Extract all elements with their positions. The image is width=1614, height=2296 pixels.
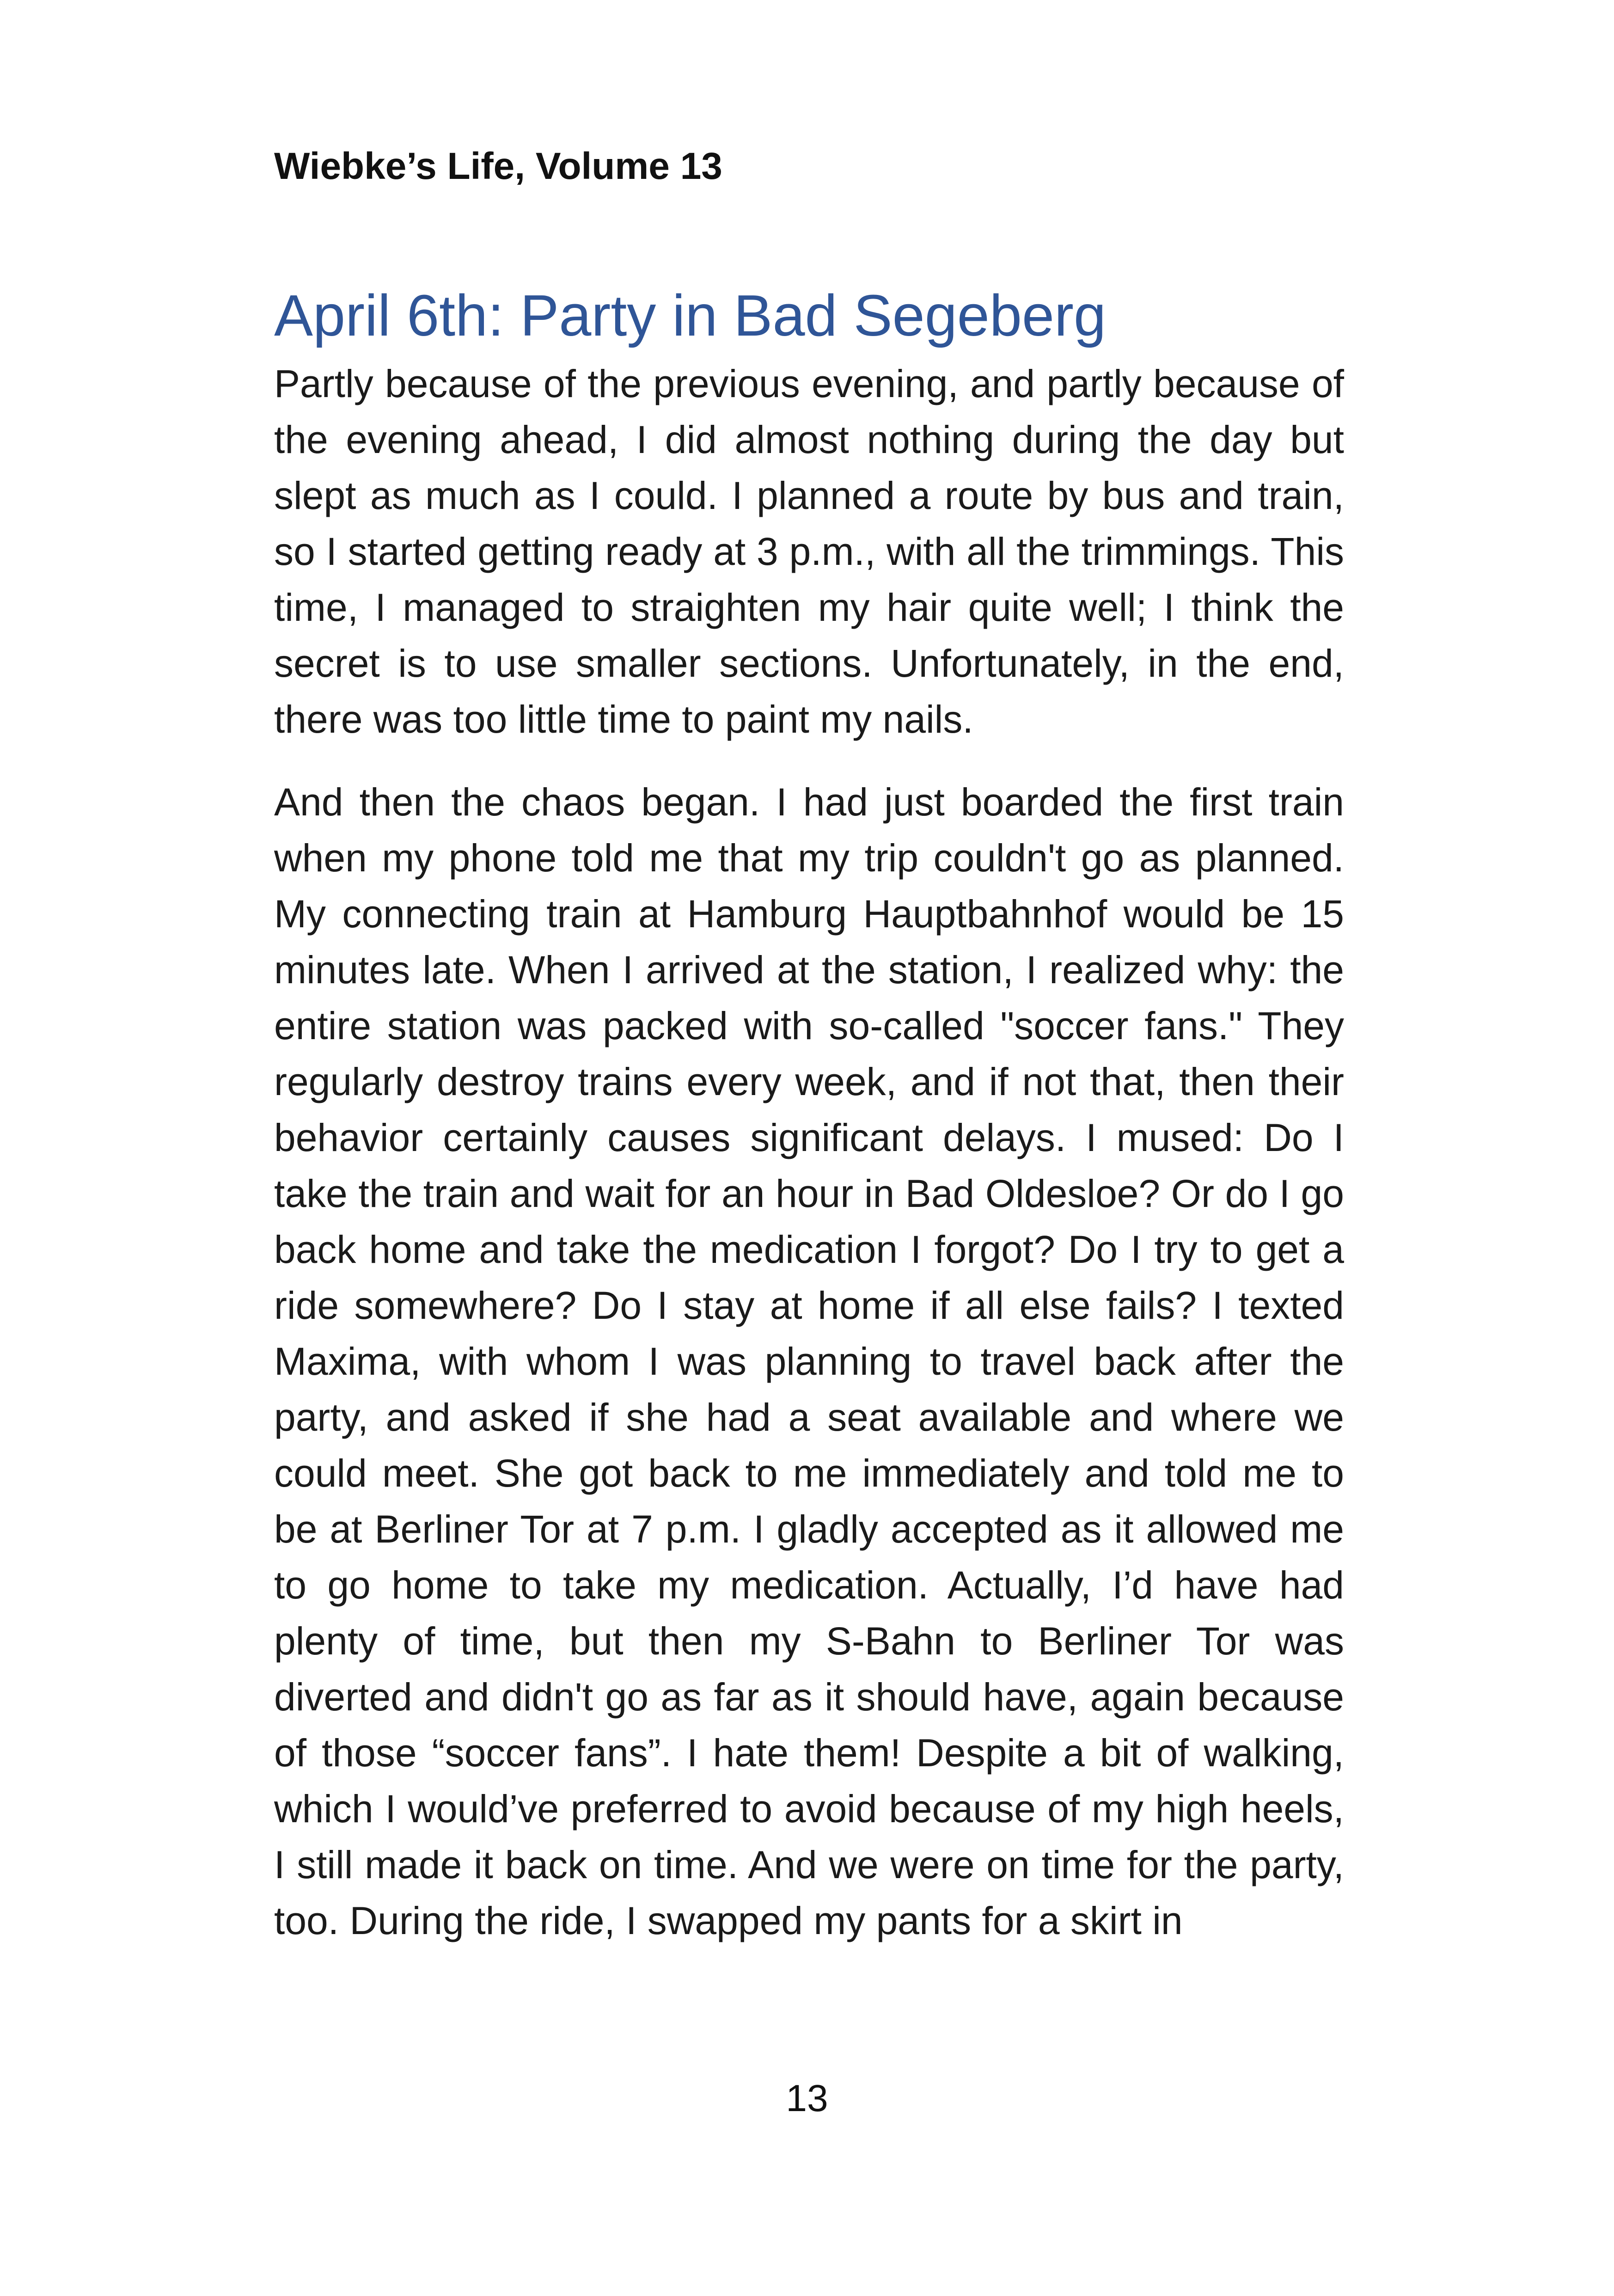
running-header: Wiebke’s Life, Volume 13 — [274, 145, 722, 187]
paragraph-1: Partly because of the previous evening, and partly because of the evening ahead, I did almost nothing during the day but slept as much as I could. I planned a route by bus and train, so I started getting ready at 3 p.m., with all the trimmings. This time, I managed to straighten my hair quite well; I think the secret is to use smaller sections. Unfortunately, in the end, there was too little time to paint my nails. — [274, 362, 1344, 741]
body-text — [274, 356, 1344, 1949]
page-number: 13 — [786, 2077, 828, 2119]
paragraph-2: And then the chaos began. I had just boarded the first train when my phone told me that my trip couldn't go as planned. My connecting train at Hamburg Hauptbahnhof would be 15 minutes late. When I arrived at the station, I realized why: the entire station was packed with so-called "soccer fans." They regularly destroy trains every week, and if not that, then their behavior certainly causes significant delays. I mused: Do I take the train and wait for an hour in Bad Oldesloe? Or do I go back home and take the medication I forgot? Do I try to get a ride somewhere? Do I stay at home if all else fails? I texted Maxima, with whom I was planning to travel back after the party, and asked if she had a seat available and where we could meet. She got back to me immediately and told me to be at Berliner Tor at 7 p.m. I gladly accepted as it allowed me to go home to take my medication. Actually, I’d have had plenty of time, but then my S-Bahn to Berliner Tor was diverted and didn't go as far as it should have, again because of those “soccer fans”. I hate them! Despite a bit of walking, which I would’ve preferred to avoid because of my high heels, I still made it back on time. And we were on time for the party, too. During the ride, I swapped my pants for a skirt in — [274, 780, 1344, 1942]
chapter-title: April 6th: Party in Bad Segeberg — [274, 283, 1107, 348]
